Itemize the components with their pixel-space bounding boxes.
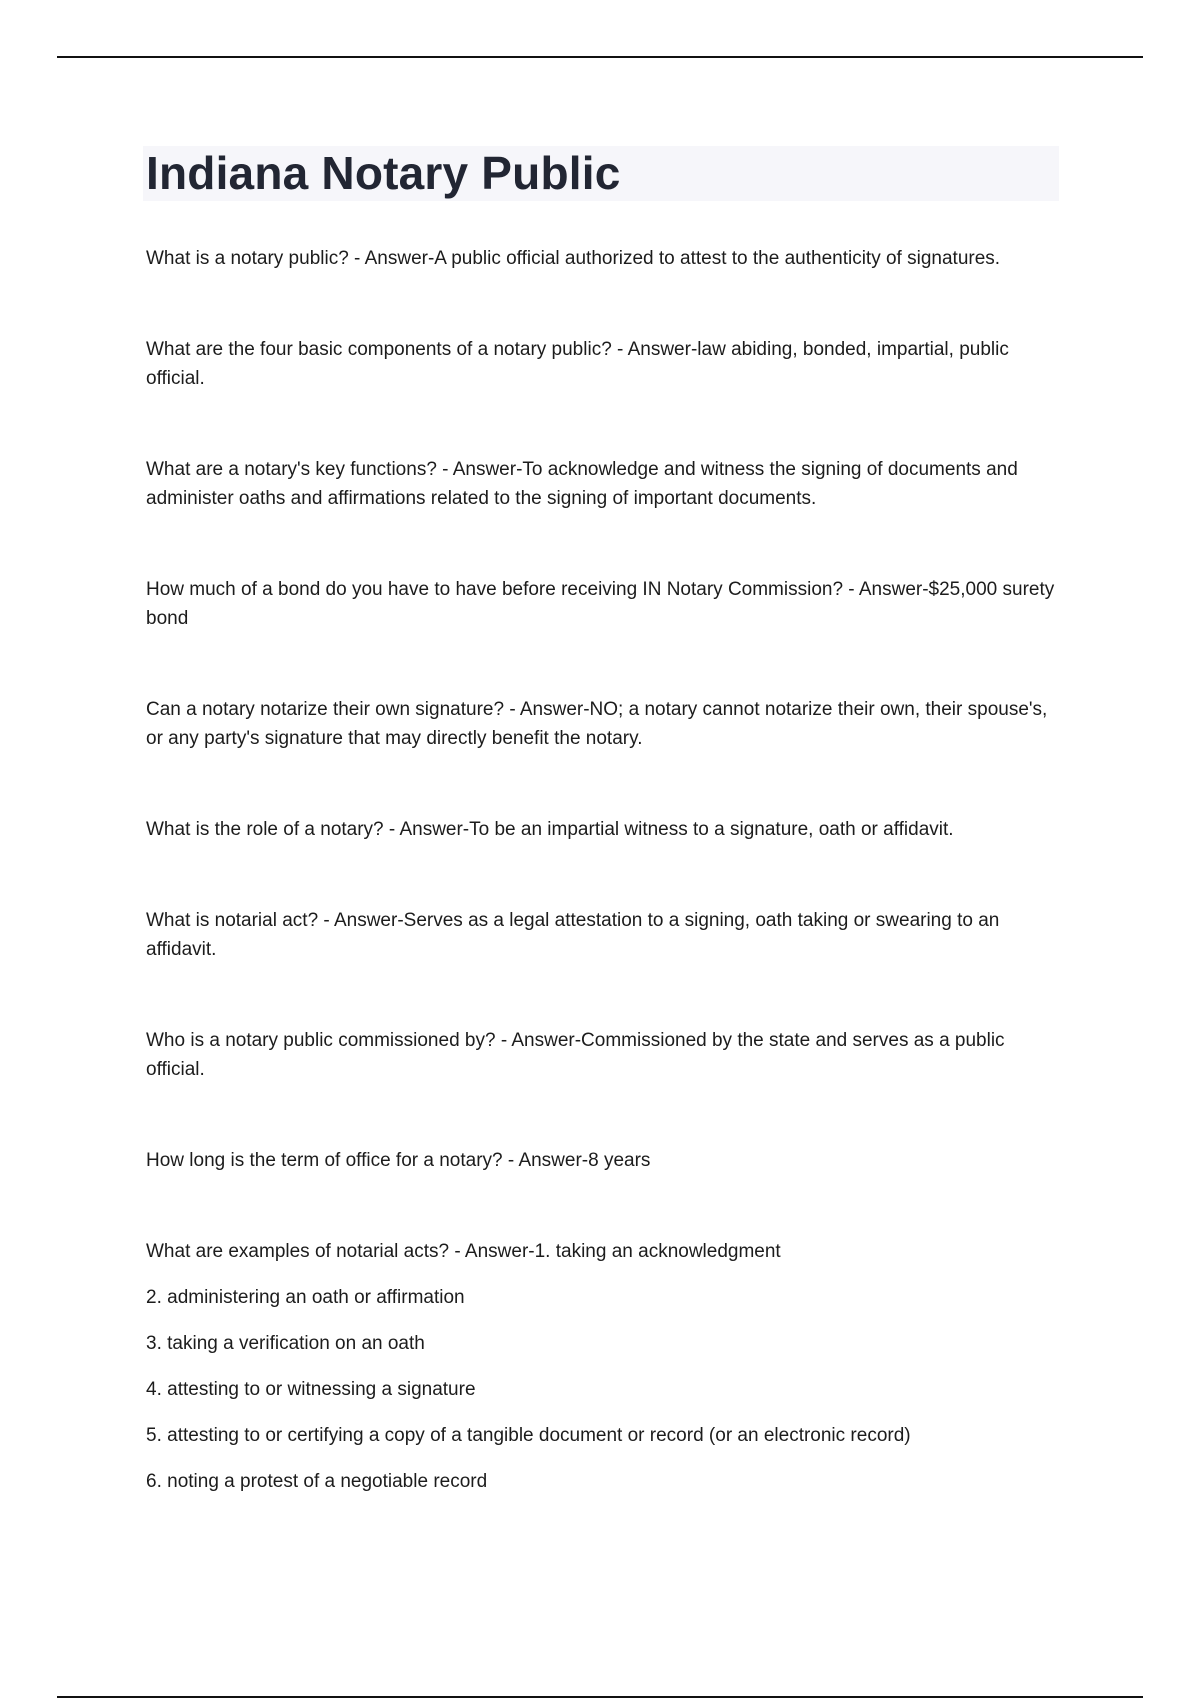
qa-item: What is notarial act? - Answer-Serves as a legal attestation to a signing, oath taking or swearing to an affidavit. xyxy=(146,910,1000,960)
qa-item: How much of a bond do you have to have before receiving IN Notary Commission? - Answer-$25,000 surety bond xyxy=(146,579,1055,629)
list-item: 3. taking a verification on an oath xyxy=(146,1333,425,1354)
qa-item: How long is the term of office for a notary? - Answer-8 years xyxy=(146,1150,651,1171)
qa-item: Who is a notary public commissioned by? - Answer-Commissioned by the state and serves as a public official. xyxy=(146,1030,1005,1080)
list-item: 2. administering an oath or affirmation xyxy=(146,1287,465,1308)
qa-item: What are the four basic components of a notary public? - Answer-law abiding, bonded, impartial, public official. xyxy=(146,339,1009,389)
list-item: 4. attesting to or witnessing a signature xyxy=(146,1379,476,1400)
qa-item: What are a notary's key functions? - Answer-To acknowledge and witness the signing of documents and administer oaths and affirmations related to the signing of important documents. xyxy=(146,459,1018,509)
bottom-rule xyxy=(57,1696,1143,1698)
top-rule xyxy=(57,56,1143,58)
qa-content xyxy=(146,244,1066,1496)
qa-item: What are examples of notarial acts? - Answer-1. taking an acknowledgment xyxy=(146,1241,781,1262)
qa-item: What is the role of a notary? - Answer-To be an impartial witness to a signature, oath or affidavit. xyxy=(146,819,954,840)
qa-item: Can a notary notarize their own signature? - Answer-NO; a notary cannot notarize their own, their spouse's, or any party's signature that may directly benefit the notary. xyxy=(146,699,1048,749)
list-item: 6. noting a protest of a negotiable record xyxy=(146,1471,488,1492)
list-item: 5. attesting to or certifying a copy of a tangible document or record (or an electronic record) xyxy=(146,1425,911,1446)
qa-item: What is a notary public? - Answer-A public official authorized to attest to the authenticity of signatures. xyxy=(146,248,1001,269)
page-title: Indiana Notary Public xyxy=(146,147,621,199)
